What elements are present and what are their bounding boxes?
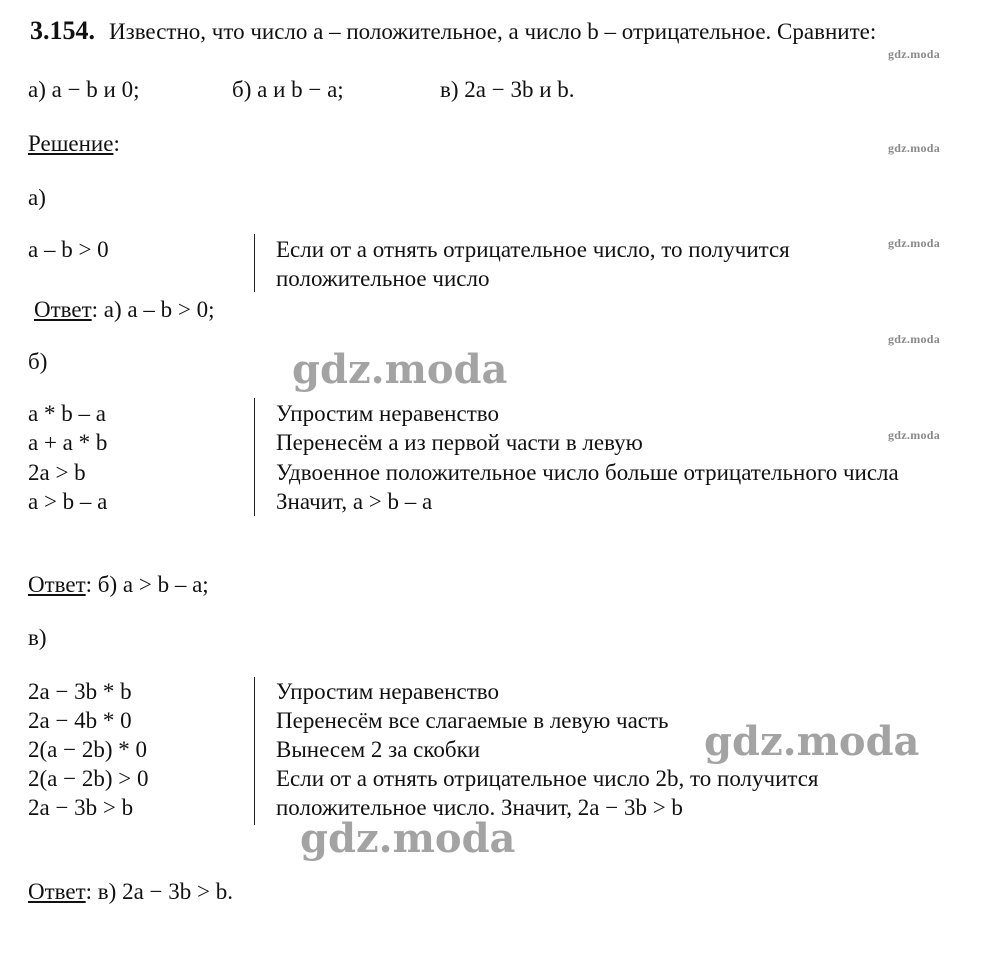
part-c-expr-3: 2(a − 2b) * 0 [28,737,147,762]
part-c-task: в) 2a − 3b и b. [440,77,575,102]
part-b-expr-3: 2a > b [28,460,86,485]
part-a-explain-2: положительное число [276,266,490,291]
part-c-expr-1: 2a − 3b * b [28,679,132,704]
part-b-explain-3: Удвоенное положительное число больше отрицательного числа [276,460,899,485]
watermark-small-4: gdz.moda [888,332,941,346]
part-c-answer-label: Ответ [28,879,86,904]
watermark-small-3: gdz.moda [888,236,941,250]
part-b-expr-2: a + a * b [28,430,108,455]
watermark-small-2: gdz.moda [888,141,941,155]
part-b-explain-1: Упростим неравенство [276,401,499,426]
part-a-task: а) a − b и 0; [28,77,140,102]
watermark-big-1: gdz.moda [292,346,508,393]
part-b-answer-text: : б) a > b – a; [85,572,209,597]
part-b-answer [28,571,209,599]
part-b-divider [254,398,255,516]
part-a-answer-text: : а) a – b > 0; [91,297,215,322]
watermark-big-2: gdz.moda [704,718,920,765]
part-c-expr-2: 2a − 4b * 0 [28,708,132,733]
part-b-expr-4: a > b – a [28,489,108,514]
problem-statement: Известно, что число а – положительное, а число b – отрицательное. Сравните: [109,19,877,44]
part-c-expr-4: 2(a − 2b) > 0 [28,766,149,791]
part-a-answer [34,296,214,324]
part-c-answer-text: : в) 2a − 3b > b. [85,879,233,904]
part-b-expr-1: a * b – a [28,401,106,426]
part-a-expr: a – b > 0 [28,237,109,262]
part-c-explain-5: положительное число. Значит, 2a − 3b > b [276,795,683,820]
part-c-explain-3: Вынесем 2 за скобки [276,737,481,762]
part-b-label: б) [28,349,48,374]
part-a-label: а) [28,185,46,210]
part-b-explain-2: Перенесём а из первой части в левую [276,430,643,455]
part-b-answer-label: Ответ [28,572,86,597]
part-c-explain-1: Упростим неравенство [276,679,499,704]
problem-number: 3.154. [30,16,95,45]
part-c-expr-5: 2a − 3b > b [28,795,134,820]
part-c-label: в) [28,625,47,650]
part-a-answer-label: Ответ [34,297,92,322]
part-c-divider [254,677,255,825]
part-c-explain-4: Если от а отнять отрицательное число 2b, то получится [276,766,819,791]
solution-label: Решение [28,131,114,156]
watermark-big-3: gdz.moda [300,815,516,862]
part-b-task: б) a и b − a; [232,77,344,102]
part-b-explain-4: Значит, a > b – a [276,489,433,514]
part-a-divider [254,234,255,292]
part-c-answer [28,878,233,906]
solution-colon: : [113,131,120,156]
problem-header [30,16,876,46]
solution-heading [28,130,120,158]
part-a-explain-1: Если от а отнять отрицательное число, то получится [276,237,790,262]
watermark-small-5: gdz.moda [888,428,941,442]
watermark-small-1: gdz.moda [888,47,941,61]
part-c-explain-2: Перенесём все слагаемые в левую часть [276,708,669,733]
